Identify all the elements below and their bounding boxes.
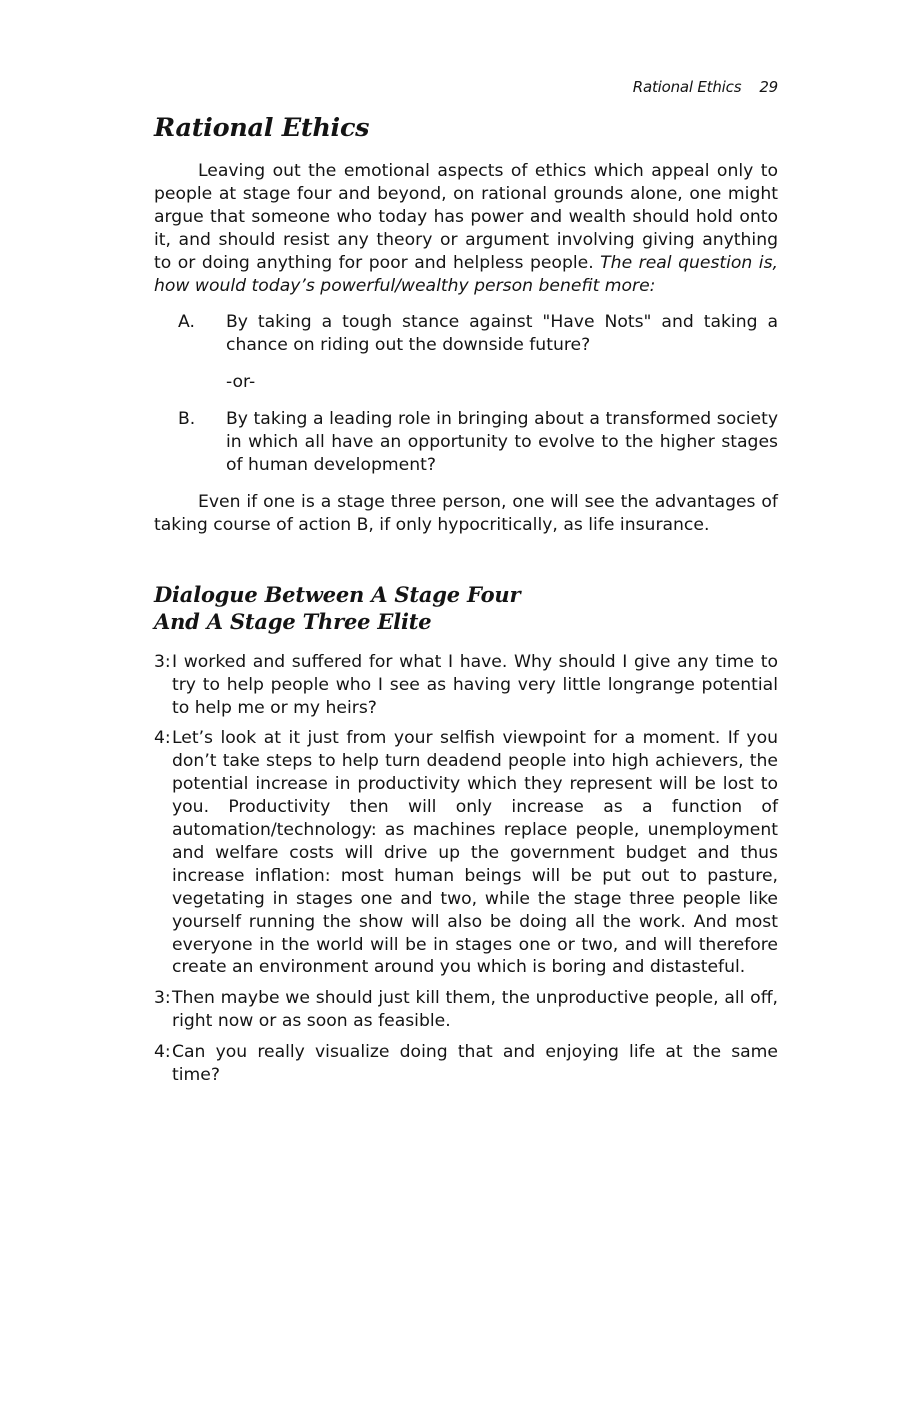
intro-text: Leaving out the emotional aspects of ethics which appeal only to people at stage four and beyond, on rational grounds alone, one might argue that someone who today has power and wealth should hold onto it, and should resist any theory or argument involving giving anything to or doing anything for poor and helpless people. [154, 161, 778, 273]
page-number: 29 [759, 78, 778, 96]
option-text: By taking a tough stance against "Have Nots" and taking a chance on riding out the downside future? [226, 312, 778, 356]
speaker-label: 4: [154, 728, 171, 749]
conclusion-paragraph: Even if one is a stage three person, one will see the advantages of taking course of action B, if only hypocritically, as life insurance. [154, 491, 778, 535]
dialogue-turn [154, 651, 778, 720]
turn-text: Let’s look at it just from your selfish viewpoint for a moment. If you don’t take steps to help turn deadend people into high achievers, the potential increase in productivity which they represent will be lost to you. Productivity then will only increase as a function of automation/technology: as machines replace people, unemployment and welfare costs will drive up the government budget and thus increase inflation: most human beings will be put out to pasture, vegetating in stages one and two, while the stage three people like yourself running the show will also be doing all the work. And most everyone in the world will be in stages one or two, and will therefore create an environment around you which is boring and distasteful. [172, 728, 778, 978]
running-title: Rational Ethics [632, 78, 742, 96]
option-label: A. [178, 312, 195, 333]
option-text: By taking a leading role in bringing about a transformed society in which all have an opportunity to evolve to the higher stages of human development? [226, 409, 778, 475]
dialogue-title-line2: And A Stage Three Elite [154, 608, 432, 634]
turn-text: Can you really visualize doing that and enjoying life at the same time? [172, 1042, 778, 1086]
dialogue-title-line1: Dialogue Between A Stage Four [154, 581, 521, 607]
or-separator: -or- [226, 372, 256, 393]
turn-text: Then maybe we should just kill them, the unproductive people, all off, right now or as soon as feasible. [172, 988, 778, 1032]
running-header [633, 78, 778, 96]
dialogue-turn [154, 727, 778, 979]
turn-text: I worked and suffered for what I have. Why should I give any time to try to help people who I see as having very little longrange potential to help me or my heirs? [172, 651, 778, 718]
speaker-label: 4: [154, 1042, 171, 1063]
option-b [154, 408, 778, 477]
speaker-label: 3: [154, 651, 171, 672]
text-column [154, 112, 778, 1087]
option-label: B. [178, 409, 196, 430]
option-a [154, 311, 778, 357]
question-text: The real question is, how would today’s powerful/wealthy person benefit more: [154, 252, 778, 296]
speaker-label: 3: [154, 988, 171, 1009]
section-title: Rational Ethics [154, 113, 370, 143]
intro-paragraph [154, 160, 778, 297]
dialogue-turn [154, 987, 778, 1033]
dialogue-title [154, 581, 778, 635]
dialogue-turn [154, 1041, 778, 1087]
